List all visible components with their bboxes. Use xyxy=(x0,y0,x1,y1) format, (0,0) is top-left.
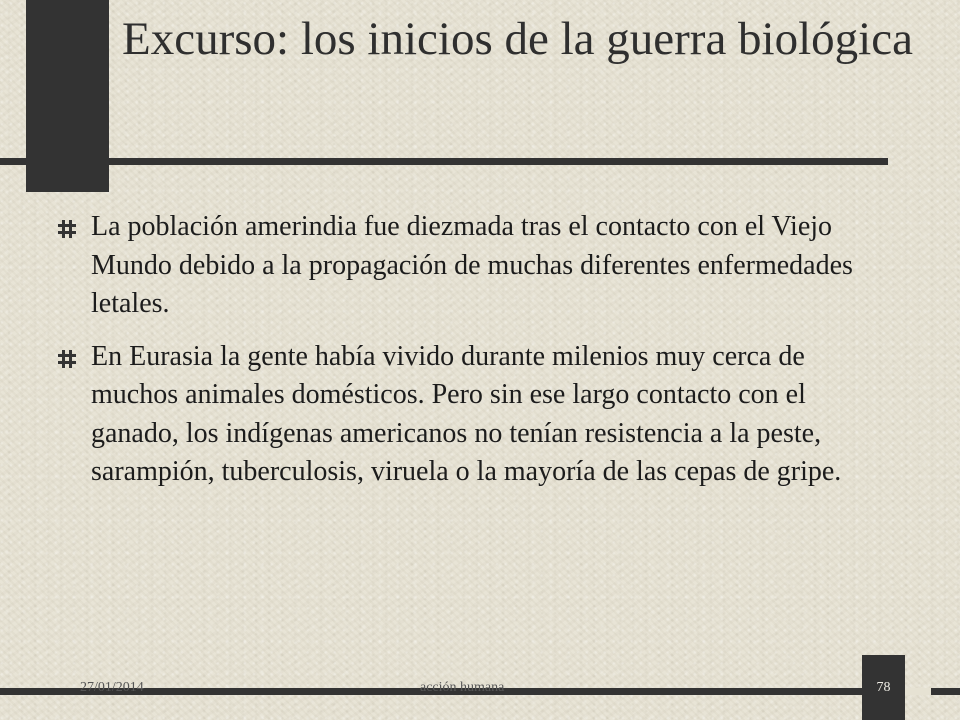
page-number: 78 xyxy=(876,680,891,695)
bullet-item xyxy=(58,208,888,324)
footer-bar-gap xyxy=(905,688,931,695)
bullet-list xyxy=(58,208,888,506)
slide-title: Excurso: los inicios de la guerra biológica xyxy=(122,13,913,65)
footer-title: acción humana xyxy=(420,680,505,695)
footer-date: 27/01/2014 xyxy=(80,680,144,695)
hash-bullet-icon xyxy=(58,338,91,376)
bullet-text: En Eurasia la gente había vivido durante milenios muy cerca de muchos animales domésticos. Pero sin ese largo contacto con el ganado, los indígenas americanos no tenían resistencia a la peste, sarampión, tuberculosis, viruela o la mayoría de las cepas de gripe. xyxy=(91,340,842,487)
bullet-item xyxy=(58,338,888,492)
bullet-text: La población amerindia fue diezmada tras el contacto con el Viejo Mundo debido a la propagación de muchas diferentes enfermedades letales. xyxy=(91,211,853,319)
title-underline-bar xyxy=(0,158,888,165)
hash-bullet-icon xyxy=(58,208,91,246)
